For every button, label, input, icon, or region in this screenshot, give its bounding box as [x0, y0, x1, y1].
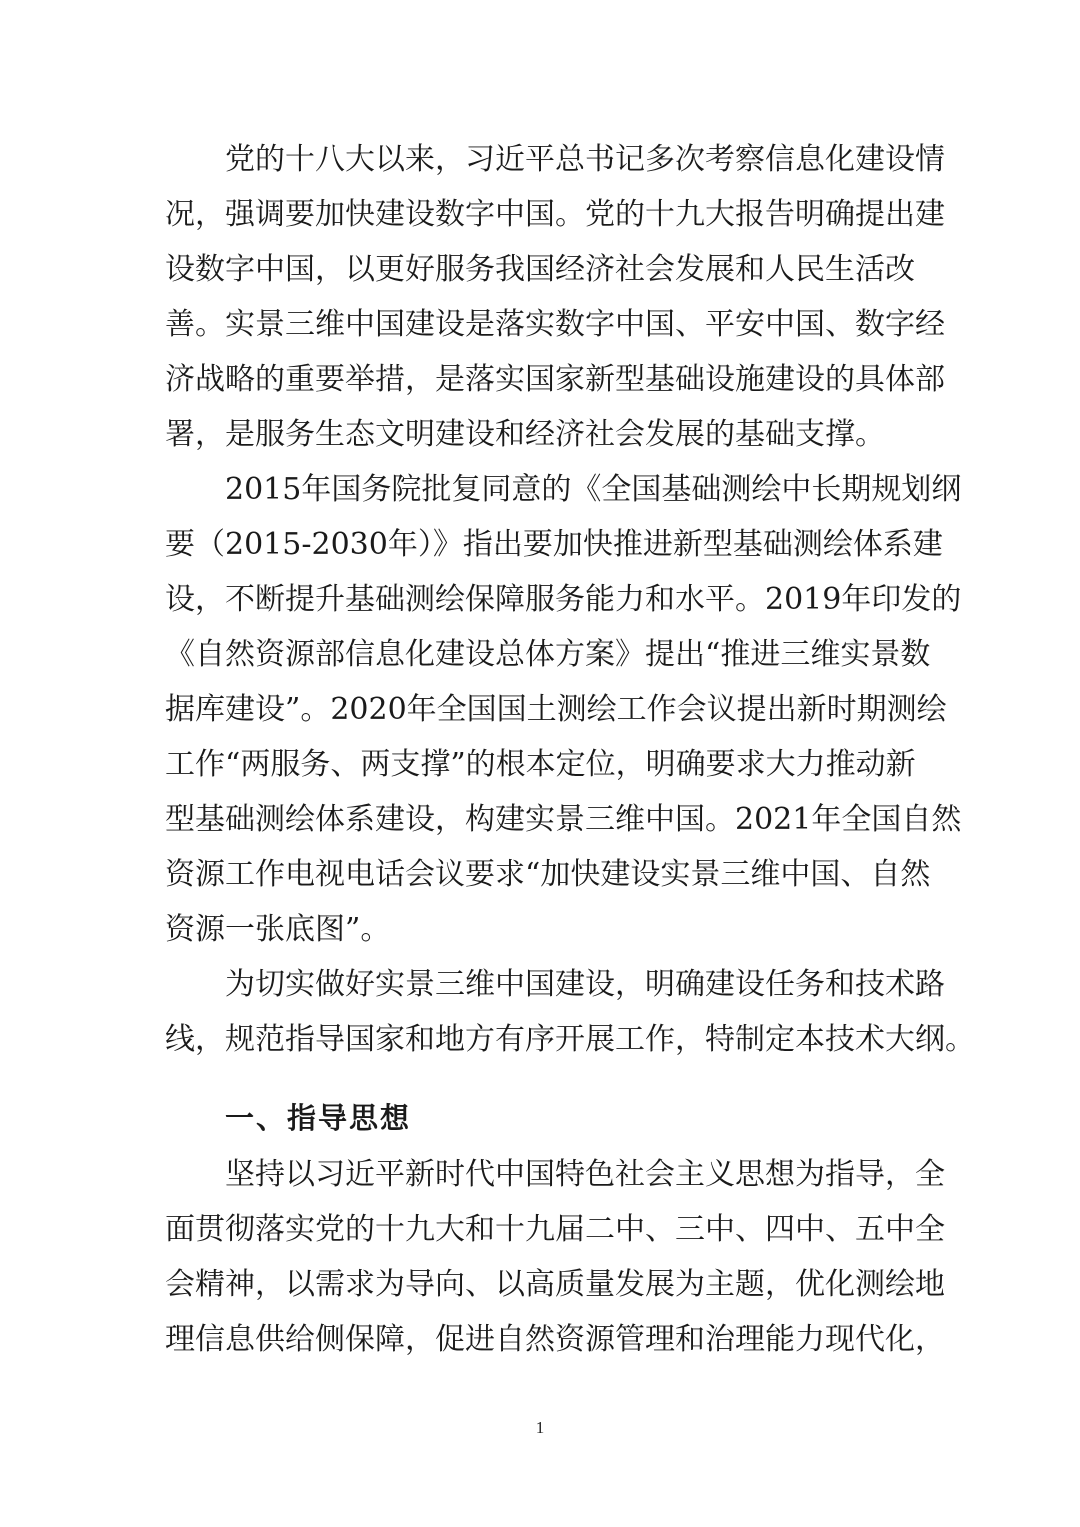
text-line: 设，不断提升基础测绘保障服务能力和水平。2019年印发的	[165, 582, 962, 617]
text-line: 理信息供给侧保障，促进自然资源管理和治理能力现代化，	[165, 1322, 945, 1357]
text-line: 为切实做好实景三维中国建设，明确建设任务和技术路	[225, 967, 945, 1002]
page-number: 1	[535, 1418, 545, 1437]
text-line: 面贯彻落实党的十九大和十九届二中、三中、四中、五中全	[165, 1212, 945, 1247]
text-line: 据库建设”。2020年全国国土测绘工作会议提出新时期测绘	[165, 692, 947, 727]
text-line: 线，规范指导国家和地方有序开展工作，特制定本技术大纲。	[165, 1022, 975, 1057]
text-line: 资源一张底图”。	[165, 912, 391, 947]
text-line: 要（2015-2030年）》指出要加快推进新型基础测绘体系建	[165, 527, 943, 562]
text-line: 善。实景三维中国建设是落实数字中国、平安中国、数字经	[165, 307, 945, 342]
text-line: 资源工作电视电话会议要求“加快建设实景三维中国、自然	[165, 857, 931, 892]
text-line: 况，强调要加快建设数字中国。党的十九大报告明确提出建	[165, 197, 945, 232]
text-line: 型基础测绘体系建设，构建实景三维中国。2021年全国自然	[165, 802, 962, 837]
text-line: 济战略的重要举措，是落实国家新型基础设施建设的具体部	[165, 362, 945, 397]
text-line: 署，是服务生态文明建设和经济社会发展的基础支撑。	[165, 417, 885, 452]
text-line: 《自然资源部信息化建设总体方案》提出“推进三维实景数	[165, 637, 931, 672]
text-line: 会精神，以需求为导向、以高质量发展为主题，优化测绘地	[165, 1267, 945, 1302]
section-heading: 一、指导思想	[225, 1101, 412, 1135]
text-line: 党的十八大以来，习近平总书记多次考察信息化建设情	[225, 142, 945, 177]
text-line: 工作“两服务、两支撑”的根本定位，明确要求大力推动新	[165, 747, 916, 782]
text-line: 坚持以习近平新时代中国特色社会主义思想为指导，全	[225, 1157, 945, 1192]
text-line: 设数字中国，以更好服务我国经济社会发展和人民生活改	[165, 252, 915, 287]
text-line: 2015年国务院批复同意的《全国基础测绘中长期规划纲	[225, 472, 962, 507]
